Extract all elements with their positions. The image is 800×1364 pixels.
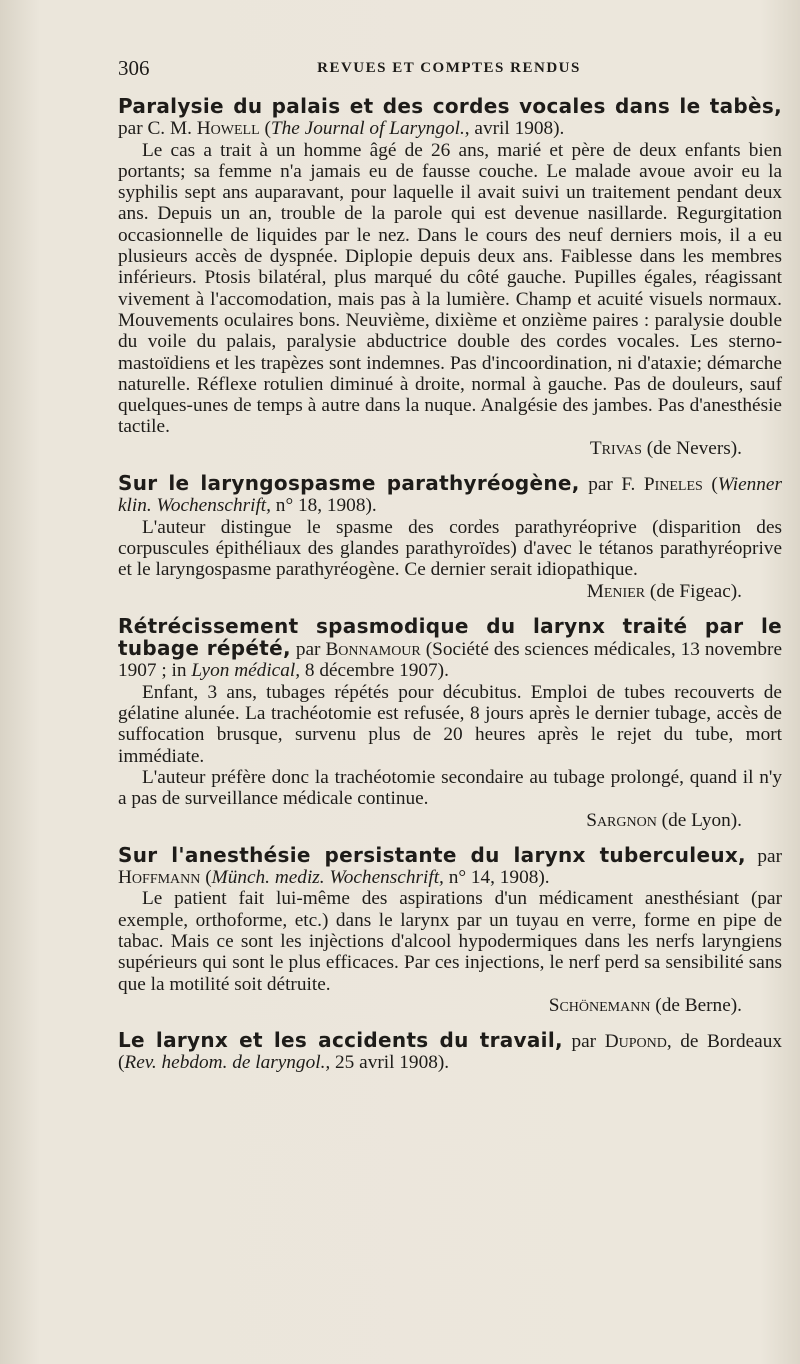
article-heading	[118, 96, 782, 140]
article-journal: Münch. mediz. Wochenschrift,	[211, 867, 444, 889]
article-by: par	[757, 845, 782, 867]
article-source-prefix: (	[711, 474, 718, 496]
article-heading	[118, 842, 782, 889]
page-header	[118, 56, 780, 90]
running-title: REVUES ET COMPTES RENDUS	[317, 60, 581, 76]
article-accidents-travail	[118, 1030, 782, 1074]
article-author: Hoffmann	[118, 867, 201, 889]
article-source-prefix: (	[264, 118, 271, 140]
article-anesthesie	[118, 842, 782, 1016]
reviewer-signature	[118, 810, 782, 831]
article-source-prefix: , de Bordeaux (	[118, 1031, 782, 1074]
article-heading	[118, 613, 783, 682]
article-paragraph: Enfant, 3 ans, tubages répétés pour décubitus. Emploi de tubes recouverts de gélatine alunée. La trachéotomie est refusée, 8 jours après le dernier tubage, accès de suffocation brusque, survenu plus de 20 heures après le rejet du tube, mort immédiate.	[118, 681, 782, 767]
page-content	[118, 96, 782, 1088]
article-title: Le larynx et les accidents du travail,	[118, 1028, 563, 1053]
reviewer-name: Sargnon	[586, 809, 657, 831]
article-by: par	[295, 639, 321, 661]
article-paragraph: L'auteur préfère donc la trachéotomie secondaire au tubage prolongé, quand il n'y a pas de surveillance médicale continue.	[118, 766, 782, 810]
reviewer-place: (de Lyon).	[661, 809, 742, 831]
article-journal: Wienner klin. Wochenschrift,	[118, 474, 782, 517]
article-title: Sur le laryngospasme parathyréogène,	[118, 471, 580, 496]
article-heading	[118, 1030, 782, 1074]
reviewer-name: Menier	[586, 580, 646, 602]
article-title: Rétrécissement spasmodique du larynx traité par le tubage répété,	[118, 613, 782, 661]
article-author: Howell	[196, 118, 260, 140]
article-author: Pineles	[643, 474, 703, 496]
page-number: 306	[118, 56, 150, 80]
article-source-prefix: (	[205, 867, 212, 889]
article-by: par	[571, 1031, 597, 1053]
article-paralysie	[118, 96, 782, 459]
reviewer-name: Schönemann	[548, 994, 651, 1016]
article-paragraph: Le patient fait lui-même des aspirations d'un médicament anesthésiant (par exemple, orthoforme, etc.) dans le larynx par un tuyau en verre, forme en pipe de tabac. Mais ce sont les injèctions d'alcool hypodermiques dans les nerfs laryngiens supérieurs qui sont le plus efficaces. Par ces injections, le nerf perd sa sensibilité sans que la motilité soit détruite.	[118, 888, 782, 995]
reviewer-place: (de Nevers).	[646, 437, 742, 459]
article-author: Dupond	[604, 1031, 667, 1053]
article-paragraph: Le cas a trait à un homme âgé de 26 ans, marié et père de deux enfants bien portants; sa femme n'a jamais eu de fausse couche. Le malade avoue avoir eu la syphilis sept ans auparavant, pour laquelle il avait suivi un traitement pendant deux ans. Depuis un an, trouble de la parole qui est devenue nasillarde. Regurgitation occasionnelle de liquides par le nez. Dans le cours des neuf derniers mois, il a eu plusieurs accès de dyspnée. Diplopie depuis deux ans. Faiblesse dans les membres inférieurs. Ptosis bilatéral, plus marqué du côté gauche. Pupilles égales, réagissant vivement à l'accomodation, mais pas à la lumière. Champ et acuité visuels normaux. Mouvements oculaires bons. Neuvième, dixième et onzième paires : paralysie double du voile du palais, paralysie abductrice double des cordes vocales. Les sterno-mastoïdiens et les trapèzes sont indemnes. Pas d'incoordination, ni d'ataxie; démarche naturelle. Réflexe rotulien diminué à droite, normal à gauche. Pas de douleurs, sauf quelques-unes de temps à autre dans la nuque. Analgésie des jambes. Pas d'anesthésie tactile.	[118, 139, 782, 438]
article-author: Bonnamour	[325, 639, 421, 661]
reviewer-place: (de Berne).	[655, 994, 742, 1016]
article-title: Paralysie du palais et des cordes vocales dans le tabès,	[118, 94, 782, 118]
article-source-suffix: 8 décembre 1907).	[300, 660, 449, 682]
article-journal: The Journal of Laryngol.	[270, 118, 465, 140]
article-by: par C. M.	[118, 118, 192, 140]
article-paragraph: L'auteur distingue le spasme des cordes parathyréoprive (disparition des corpuscules épithéliaux des glandes parathyroïdes) d'avec le tétanos parathyréoprive et le laryngospasme parathyréogène. Ce dernier serait idiopathique.	[118, 516, 782, 581]
article-title: Sur l'anesthésie persistante du larynx tuberculeux,	[118, 842, 746, 867]
article-heading	[118, 473, 782, 517]
article-source-suffix: n° 14, 1908).	[443, 867, 550, 889]
article-retrecissement	[118, 613, 783, 831]
article-source-suffix: n° 18, 1908).	[270, 495, 377, 517]
reviewer-signature	[118, 995, 782, 1016]
article-by: par F.	[588, 474, 636, 496]
reviewer-signature	[118, 438, 782, 459]
reviewer-name: Trivas	[589, 437, 642, 459]
article-source-suffix: 25 avril 1908).	[330, 1052, 450, 1074]
reviewer-signature	[118, 581, 782, 602]
article-source-prefix: (Société des sciences médicales, 13 novembre 1907 ; in	[118, 639, 783, 682]
article-journal: Rev. hebdom. de laryngol.,	[124, 1052, 331, 1074]
article-source-suffix: , avril 1908).	[464, 118, 565, 140]
article-journal: Lyon médical,	[191, 660, 301, 682]
article-laryngospasme	[118, 473, 782, 602]
reviewer-place: (de Figeac).	[649, 580, 742, 602]
